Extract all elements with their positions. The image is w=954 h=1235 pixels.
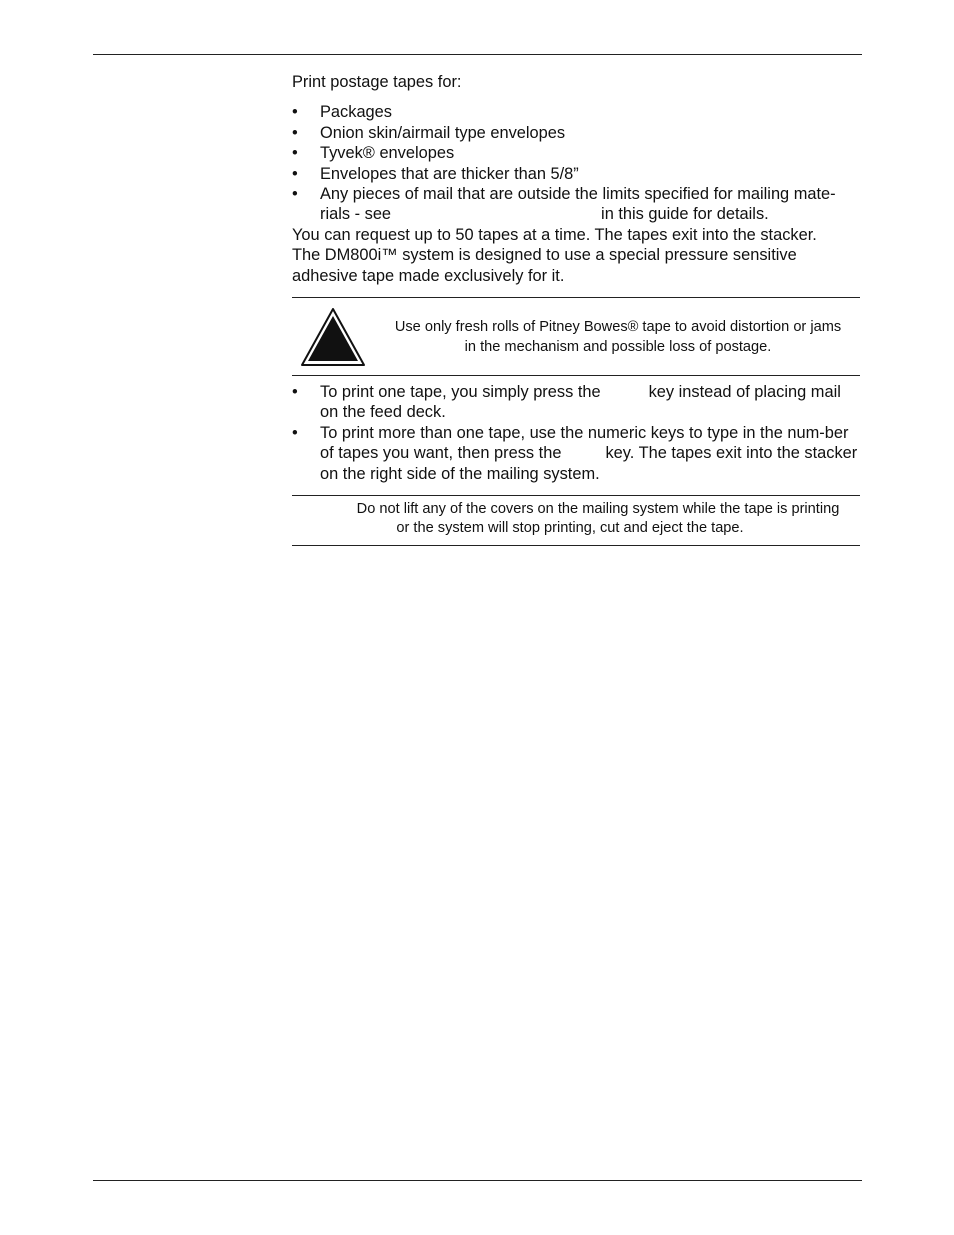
limits-text-before: Any pieces of mail that are outside the limits specified for mailing mate-rials - see xyxy=(320,185,836,224)
print-steps-list xyxy=(292,382,860,484)
list-item: • To print more than one tape, use the numeric keys to type in the num-ber of tapes you want, then press the key. The tapes exit into the stacker on the right side of the mailing system. xyxy=(292,423,858,483)
bullet: • xyxy=(292,423,298,442)
limits-text-after: in this guide for details. xyxy=(601,205,769,224)
warning-text: Use only fresh rolls of Pitney Bowes® tape to avoid distortion or jams in the mechanism and possible loss of postage. xyxy=(394,319,842,356)
bullet: • xyxy=(292,144,298,163)
warning-callout xyxy=(292,297,860,376)
bullet: • xyxy=(292,164,298,183)
bullet: • xyxy=(292,185,298,204)
bullet: • xyxy=(292,103,298,122)
request-text: You can request up to 50 tapes at a time. The tapes exit into the stacker. xyxy=(292,225,817,244)
intro-text: Print postage tapes for: xyxy=(292,73,462,91)
list-item xyxy=(292,184,860,225)
bullet: • xyxy=(292,123,298,142)
page-content xyxy=(292,72,860,546)
list-item: • Envelopes that are thicker than 5/8” xyxy=(292,164,579,183)
mail-type-list xyxy=(292,102,860,224)
footer-rule xyxy=(93,1180,862,1181)
note-callout xyxy=(292,495,860,546)
list-item: • Packages xyxy=(292,103,392,122)
bullet: • xyxy=(292,383,298,402)
header-rule xyxy=(93,54,862,55)
note-text: Do not lift any of the covers on the mailing system while the tape is printing or the system will stop printing, cut and eject the tape. xyxy=(356,501,840,537)
list-item: • Tyvek® envelopes xyxy=(292,144,455,163)
warning-triangle-icon xyxy=(300,307,366,367)
tape-text: The DM800i™ system is designed to use a special pressure sensitive adhesive tape made exclusively for it. xyxy=(292,246,797,285)
list-item: • To print one tape, you simply press the key instead of placing mail on the feed deck. xyxy=(292,383,841,422)
list-item: • Onion skin/airmail type envelopes xyxy=(292,123,566,142)
